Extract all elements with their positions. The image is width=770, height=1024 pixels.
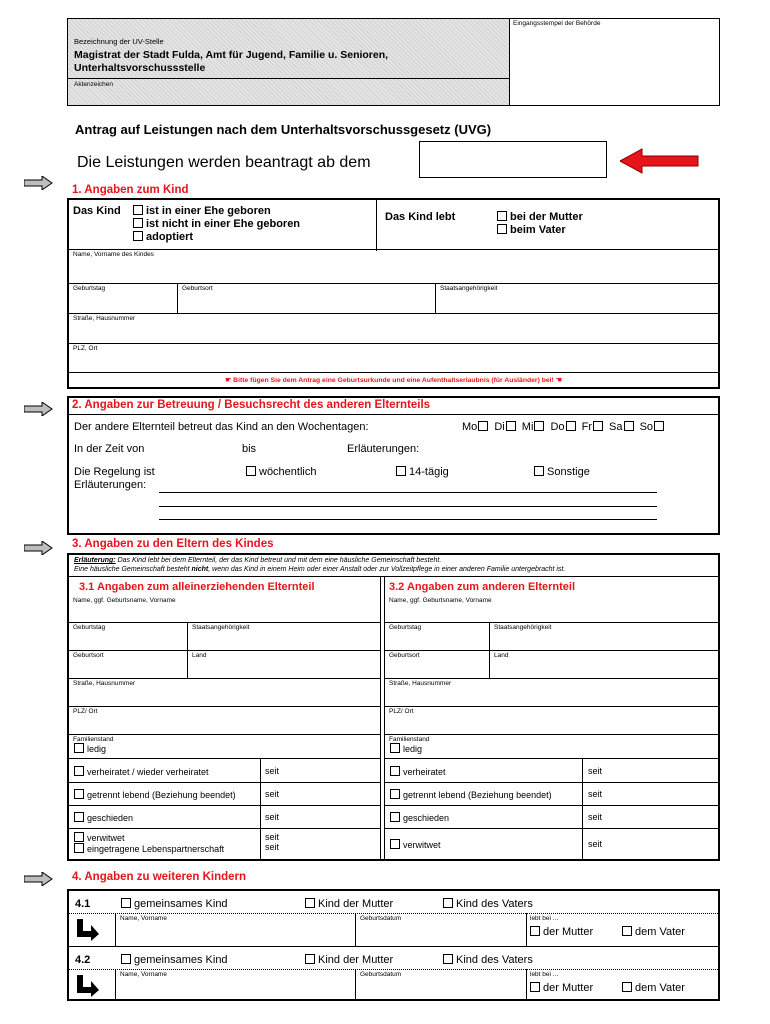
right-married-checkbox[interactable]: [390, 766, 400, 776]
right-city-label: PLZ/ Ort: [389, 708, 414, 715]
right-single-option[interactable]: ledig: [390, 743, 422, 754]
left-married-option[interactable]: verheiratet / wieder verheiratet: [74, 766, 209, 777]
right-divorced-since: seit: [588, 812, 603, 822]
left-separated-since: seit: [265, 789, 280, 799]
day-mo-checkbox[interactable]: [478, 421, 488, 431]
child-4-2-common-option[interactable]: gemeinsames Kind: [121, 954, 228, 966]
left-country-label: Land: [192, 652, 207, 659]
child-4-2-lives-label: lebt bei ...: [530, 971, 559, 978]
left-widowed-checkbox[interactable]: [74, 832, 84, 842]
day-sa[interactable]: Sa: [609, 421, 636, 433]
left-single-option[interactable]: ledig: [74, 743, 106, 754]
child-4-1-father-option[interactable]: Kind des Vaters: [443, 898, 533, 910]
rule-label: Die Regelung ist: [74, 466, 155, 478]
day-di-checkbox[interactable]: [506, 421, 516, 431]
day-fr-checkbox[interactable]: [593, 421, 603, 431]
right-widowed-option[interactable]: verwitwet: [390, 839, 441, 850]
section-4-arrow-icon: [24, 872, 54, 886]
day-mi[interactable]: Mi: [522, 421, 548, 433]
adopted-option[interactable]: adoptiert: [133, 231, 300, 244]
right-separated-since: seit: [588, 789, 603, 799]
weekday-options: [462, 421, 667, 433]
left-partnership-since: seit: [265, 842, 280, 852]
left-married-since: seit: [265, 766, 280, 776]
day-do-checkbox[interactable]: [566, 421, 576, 431]
child-4-1-lives-label: lebt bei ...: [530, 915, 559, 922]
born-married-checkbox[interactable]: [133, 205, 143, 215]
child-4-1-arrow-icon: [75, 917, 101, 941]
day-do[interactable]: Do: [550, 421, 578, 433]
left-name-label: Name, ggf. Geburtsname, Vorname: [73, 597, 176, 604]
left-city-label: PLZ/ Ort: [73, 708, 98, 715]
born-married-option[interactable]: ist in einer Ehe geboren: [133, 205, 300, 218]
child-4-1-number: 4.1: [75, 898, 91, 910]
rule-biweekly-option[interactable]: 14-tägig: [396, 466, 449, 478]
child-4-2-mother-option[interactable]: Kind der Mutter: [305, 954, 393, 966]
child-4-2-father-option[interactable]: Kind des Vaters: [443, 954, 533, 966]
form-title: Antrag auf Leistungen nach dem Unterhaltsvorschussgesetz (UVG): [75, 122, 492, 137]
section-2-title: 2. Angaben zur Betreuung / Besuchsrecht des anderen Elternteils: [72, 399, 431, 411]
left-divorced-option[interactable]: geschieden: [74, 812, 133, 823]
left-divorced-since: seit: [265, 812, 280, 822]
day-so-checkbox[interactable]: [654, 421, 664, 431]
child-4-1-with-mother-option[interactable]: der Mutter: [530, 926, 593, 938]
right-birthday-label: Geburtstag: [389, 624, 422, 631]
section-4-box: [67, 889, 720, 1001]
file-number-label: Aktenzeichen: [74, 81, 114, 88]
left-partnership-checkbox[interactable]: [74, 843, 84, 853]
receipt-stamp-label: Eingangsstempel der Behörde: [513, 20, 601, 27]
right-status-label: Familienstand: [389, 736, 430, 743]
child-street-label: Straße, Hausnummer: [73, 315, 136, 322]
time-explanation-label: Erläuterungen:: [347, 443, 420, 455]
rule-explanation-label: Erläuterungen:: [74, 479, 147, 491]
child-4-2-common-checkbox[interactable]: [121, 954, 131, 964]
child-4-2-arrow-icon: [75, 973, 101, 997]
child-4-1-with-father-option[interactable]: dem Vater: [622, 926, 685, 938]
weekday-text: Der andere Elternteil betreut das Kind an den Wochentagen:: [74, 421, 369, 433]
right-married-since: seit: [588, 766, 603, 776]
authority-name-line1: Magistrat der Stadt Fulda, Amt für Jugend, Familie u. Senioren,: [74, 49, 389, 61]
uv-office-box: [67, 18, 510, 106]
time-to-label: bis: [242, 443, 257, 455]
left-separated-checkbox[interactable]: [74, 789, 84, 799]
weekly-checkbox[interactable]: [246, 466, 256, 476]
day-sa-checkbox[interactable]: [624, 421, 634, 431]
child-4-2-mother-checkbox[interactable]: [305, 954, 315, 964]
right-name-label: Name, ggf. Geburtsname, Vorname: [389, 597, 492, 604]
start-date-label: Die Leistungen werden beantragt ab dem: [77, 154, 371, 171]
child-born-label: Das Kind: [73, 205, 121, 217]
child-city-label: PLZ, Ort: [73, 345, 98, 352]
right-divorced-checkbox[interactable]: [390, 812, 400, 822]
left-parent-title: 3.1 Angaben zum alleinerziehenden Elternteil: [79, 581, 315, 593]
lives-with-mother-option[interactable]: bei der Mutter: [497, 211, 583, 224]
right-street-label: Straße, Hausnummer: [389, 680, 452, 687]
left-partnership-option[interactable]: eingetragene Lebenspartnerschaft: [74, 843, 224, 854]
biweekly-checkbox[interactable]: [396, 466, 406, 476]
other-checkbox[interactable]: [534, 466, 544, 476]
child-birthday-label: Geburtstag: [73, 285, 106, 292]
section-3-arrow-icon: [24, 541, 54, 555]
start-date-input[interactable]: [419, 141, 607, 178]
section-1-arrow-icon: [24, 176, 54, 190]
section-3-title: 3. Angaben zu den Eltern des Kindes: [72, 538, 274, 550]
left-nationality-label: Staatsangehörigkeit: [192, 624, 250, 631]
child-4-2-number: 4.2: [75, 954, 91, 966]
child-4-2-birth-label: Geburtsdatum: [360, 971, 402, 978]
child-4-2-father-checkbox[interactable]: [443, 954, 453, 964]
right-married-option[interactable]: verheiratet: [390, 766, 446, 777]
child-4-1-with-mother-checkbox[interactable]: [530, 926, 540, 936]
born-unmarried-checkbox[interactable]: [133, 218, 143, 228]
left-status-label: Familienstand: [73, 736, 114, 743]
right-single-checkbox[interactable]: [390, 743, 400, 753]
right-parent-title: 3.2 Angaben zum anderen Elternteil: [389, 581, 576, 593]
child-4-2-with-mother-checkbox[interactable]: [530, 982, 540, 992]
child-4-1-common-option[interactable]: gemeinsames Kind: [121, 898, 228, 910]
left-street-label: Straße, Hausnummer: [73, 680, 136, 687]
uv-office-label: Bezeichnung der UV-Stelle: [74, 37, 164, 46]
child-name-label: Name, Vorname des Kindes: [73, 251, 154, 258]
section-1-title: 1. Angaben zum Kind: [72, 184, 189, 196]
lives-mother-checkbox[interactable]: [497, 211, 507, 221]
time-from-label: In der Zeit von: [74, 443, 145, 455]
section-3-box: [67, 553, 720, 861]
child-lives-label: Das Kind lebt: [385, 211, 456, 223]
left-widowed-since: seit: [265, 832, 280, 842]
red-arrow-icon: [620, 148, 700, 174]
child-nationality-label: Staatsangehörigkeit: [440, 285, 498, 292]
day-fr[interactable]: Fr: [582, 421, 606, 433]
right-nationality-label: Staatsangehörigkeit: [494, 624, 552, 631]
right-widowed-checkbox[interactable]: [390, 839, 400, 849]
lives-with-father-option[interactable]: beim Vater: [497, 224, 583, 237]
day-so[interactable]: So: [640, 421, 667, 433]
child-4-1-mother-option[interactable]: Kind der Mutter: [305, 898, 393, 910]
day-mo[interactable]: Mo: [462, 421, 491, 433]
child-4-1-with-father-checkbox[interactable]: [622, 926, 632, 936]
authority-name-line2: Unterhaltsvorschussstelle: [74, 62, 206, 74]
left-divorced-checkbox[interactable]: [74, 812, 84, 822]
right-country-label: Land: [494, 652, 509, 659]
left-married-checkbox[interactable]: [74, 766, 84, 776]
rule-other-option[interactable]: Sonstige: [534, 466, 590, 478]
left-birthplace-label: Geburtsort: [73, 652, 104, 659]
right-divorced-option[interactable]: geschieden: [390, 812, 449, 823]
day-di[interactable]: Di: [494, 421, 518, 433]
receipt-stamp-box: [509, 18, 720, 106]
section-2-arrow-icon: [24, 402, 54, 416]
left-birthday-label: Geburtstag: [73, 624, 106, 631]
section-2-box: [67, 396, 720, 535]
right-separated-option[interactable]: getrennt lebend (Beziehung beendet): [390, 789, 552, 800]
section-3-explanation: Erläuterung: Das Kind lebt bei dem Elternteil, der das Kind betreut und mit dem eine häusliche Gemeinschaft besteht. Eine häusliche Gemeinschaft besteht nicht, wenn das Kind in einem Heim oder einer Anstalt oder zur Vollzeitpflege in einer anderen Familie untergebracht ist.: [74, 557, 566, 573]
child-birthplace-label: Geburtsort: [182, 285, 213, 292]
right-birthplace-label: Geburtsort: [389, 652, 420, 659]
child-4-1-common-checkbox[interactable]: [121, 898, 131, 908]
left-separated-option[interactable]: getrennt lebend (Beziehung beendet): [74, 789, 236, 800]
lives-father-checkbox[interactable]: [497, 224, 507, 234]
right-separated-checkbox[interactable]: [390, 789, 400, 799]
adopted-checkbox[interactable]: [133, 231, 143, 241]
explanation-line-3[interactable]: [159, 519, 657, 520]
left-single-checkbox[interactable]: [74, 743, 84, 753]
rule-weekly-option[interactable]: wöchentlich: [246, 466, 316, 478]
right-widowed-since: seit: [588, 839, 603, 849]
child-4-2-name-label: Name, Vorname: [120, 971, 167, 978]
child-4-2-with-father-checkbox[interactable]: [622, 982, 632, 992]
day-mi-checkbox[interactable]: [534, 421, 544, 431]
born-unmarried-option[interactable]: ist nicht in einer Ehe geboren: [133, 218, 300, 231]
child-4-1-birth-label: Geburtsdatum: [360, 915, 402, 922]
child-4-1-name-label: Name, Vorname: [120, 915, 167, 922]
section-1-box: [67, 198, 720, 389]
child-4-1-father-checkbox[interactable]: [443, 898, 453, 908]
child-4-2-with-father-option[interactable]: dem Vater: [622, 982, 685, 994]
left-widowed-option[interactable]: verwitwet: [74, 832, 224, 843]
child-4-1-mother-checkbox[interactable]: [305, 898, 315, 908]
explanation-line-1[interactable]: [159, 492, 657, 493]
documents-note: ☛ Bitte fügen Sie dem Antrag eine Geburtsurkunde und eine Aufenthaltserlaubnis (für Ausländer) bei! ☚: [225, 377, 562, 384]
child-4-2-with-mother-option[interactable]: der Mutter: [530, 982, 593, 994]
explanation-line-2[interactable]: [159, 506, 657, 507]
section-4-title: 4. Angaben zu weiteren Kindern: [72, 871, 247, 883]
